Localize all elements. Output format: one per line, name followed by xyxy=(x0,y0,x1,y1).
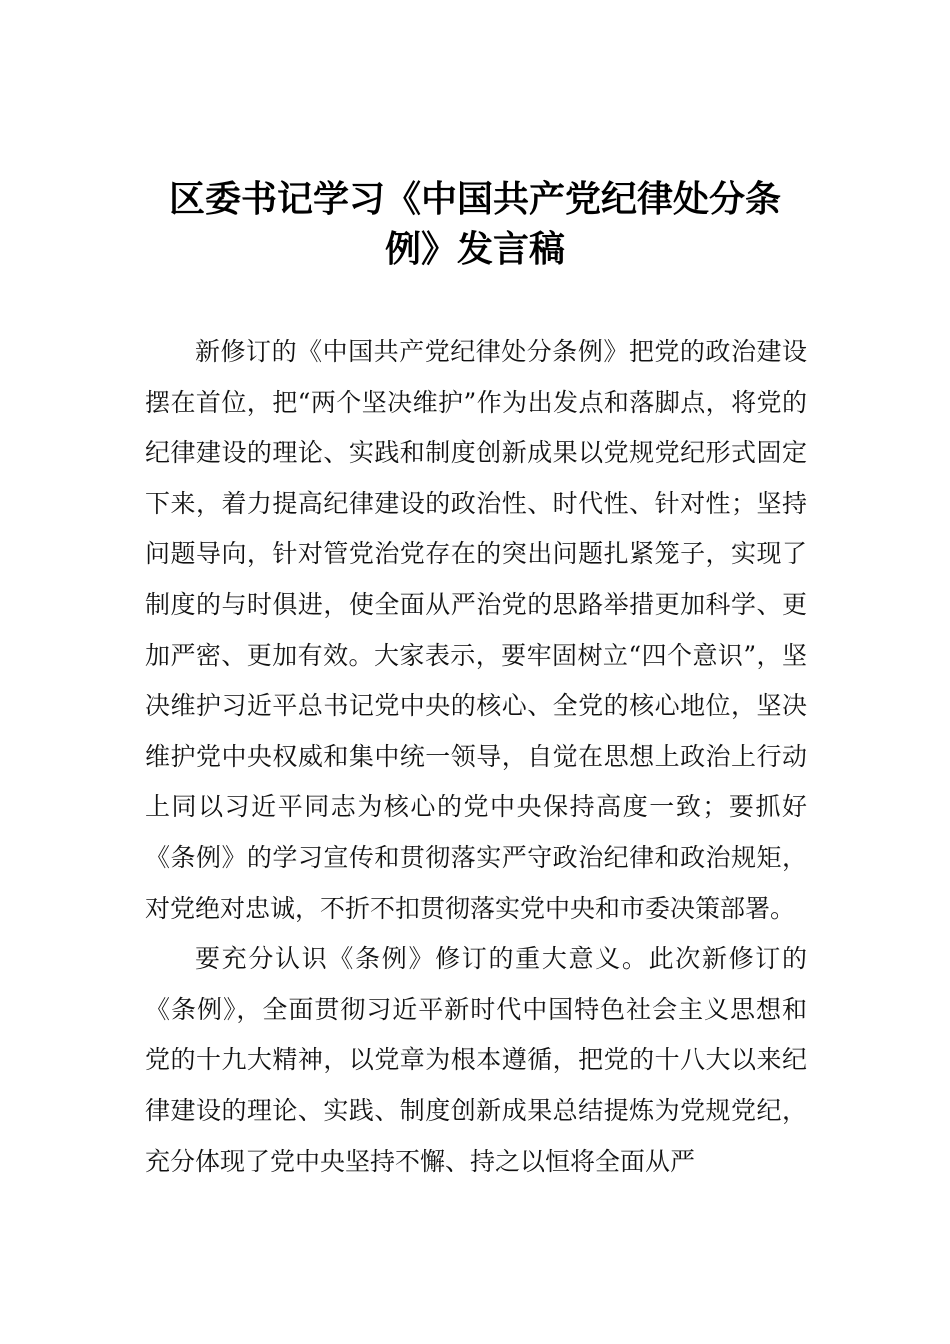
body-paragraph-2: 要充分认识《条例》修订的重大意义。此次新修订的《条例》，全面贯彻习近平新时代中国特色社会主义思想和党的十九大精神，以党章为根本遵循，把党的十八大以来纪律建设的理论、实践、制度创新成果总结提炼为党规党纪，充分体现了党中央坚持不懈、持之以恒将全面从严 xyxy=(145,944,807,1176)
body-paragraph-1: 新修订的《中国共产党纪律处分条例》把党的政治建设摆在首位，把“两个坚决维护”作为出发点和落脚点，将党的纪律建设的理论、实践和制度创新成果以党规党纪形式固定下来，着力提高纪律建设的政治性、时代性、针对性；坚持问题导向，针对管党治党存在的突出问题扎紧笼子，实现了制度的与时俱进，使全面从严治党的思路举措更加科学、更加严密、更加有效。大家表示，要牢固树立“四个意识”，坚决维护习近平总书记党中央的核心、全党的核心地位，坚决维护党中央权威和集中统一领导，自觉在思想上政治上行动上同以习近平同志为核心的党中央保持高度一致；要抓好《条例》的学习宣传和贯彻落实严守政治纪律和政治规矩，对党绝对忠诚，不折不扣贯彻落实党中央和市委决策部署。 xyxy=(145,337,807,923)
document-title xyxy=(145,175,805,275)
document-title-line-1: 区委书记学习《中国共产党纪律处分条 xyxy=(168,179,781,220)
document-title-line-2: 例》发言稿 xyxy=(384,229,565,270)
document-body xyxy=(145,327,807,1187)
